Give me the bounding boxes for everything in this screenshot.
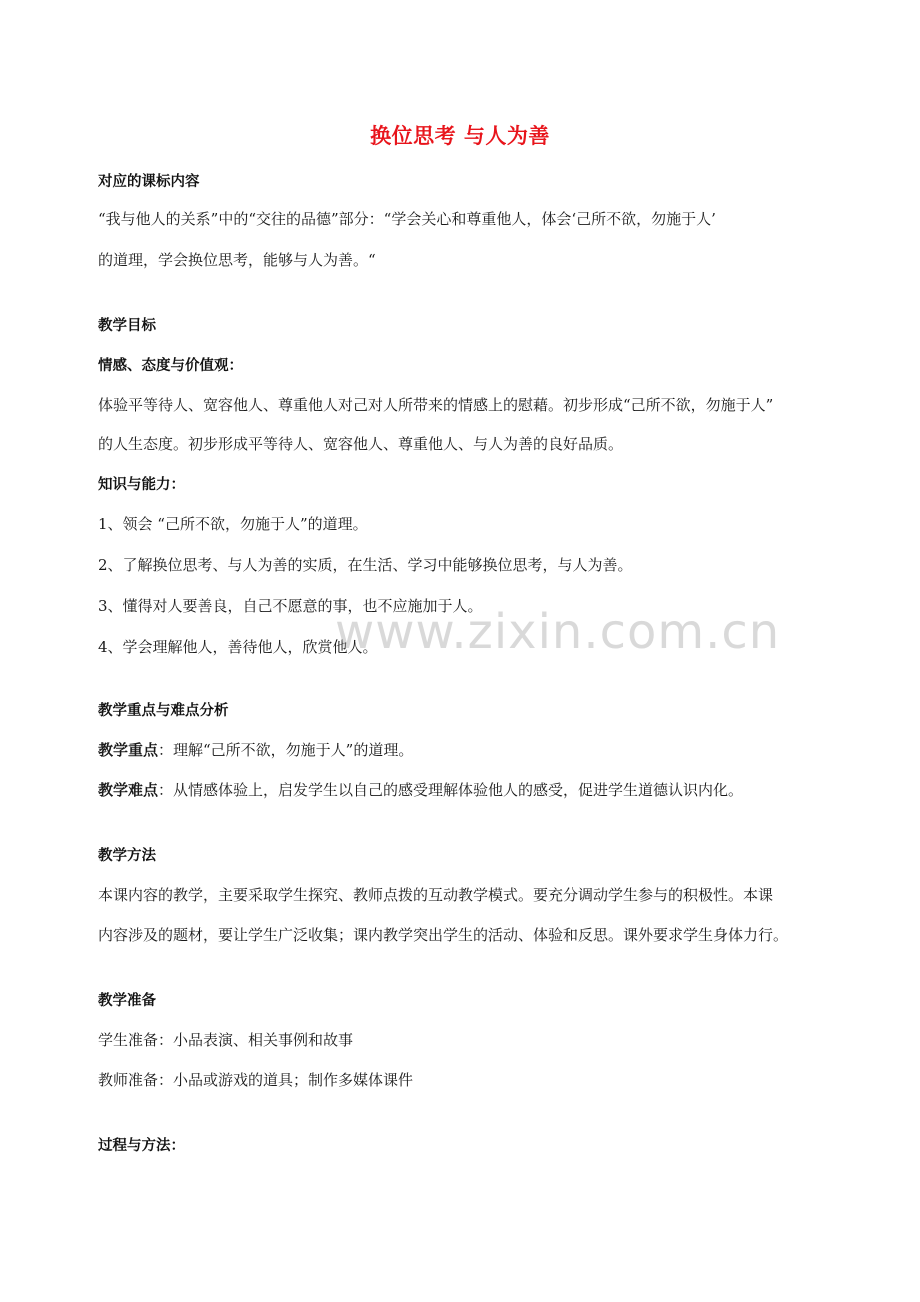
section-heading-methods: 教学方法 — [98, 848, 156, 864]
list-item: 4、学会理解他人，善待他人，欣赏他人。 — [98, 638, 378, 656]
paragraph-line: 的人生态度。初步形成平等待人、宽容他人、尊重他人、与人为善的良好品质。 — [98, 435, 624, 453]
section-heading-preparation: 教学准备 — [98, 993, 156, 1009]
section-heading-curriculum: 对应的课标内容 — [98, 174, 200, 190]
list-item: 3、懂得对人要善良，自己不愿意的事，也不应施加于人。 — [98, 597, 483, 615]
watermark-text: www.zixin.com.cn — [335, 604, 781, 660]
focus-text: ：理解“己所不欲，勿施于人”的道理。 — [158, 741, 414, 759]
section-heading-objectives: 教学目标 — [98, 318, 156, 334]
document-title: 换位思考 与人为善 — [370, 124, 550, 148]
difficulty-line — [98, 780, 743, 800]
subheading-knowledge: 知识与能力： — [98, 477, 185, 493]
paragraph-line: 的道理，学会换位思考，能够与人为善。“ — [98, 251, 376, 269]
paragraph-line: 本课内容的教学，主要采取学生探究、教师点拨的互动教学模式。要充分调动学生参与的积极性。本课 — [98, 886, 774, 904]
paragraph-line: 体验平等待人、宽容他人、尊重他人对己对人所带来的情感上的慰藉。初步形成“己所不欲，勿施于人” — [98, 396, 774, 414]
paragraph-line: 内容涉及的题材，要让学生广泛收集；课内教学突出学生的活动、体验和反思。课外要求学生身体力行。 — [98, 926, 789, 944]
section-heading-key-points: 教学重点与难点分析 — [98, 703, 229, 719]
focus-line — [98, 740, 413, 760]
list-item: 1、领会 “己所不欲，勿施于人”的道理。 — [98, 515, 368, 533]
difficulty-label: 教学难点 — [98, 781, 159, 799]
difficulty-text: ：从情感体验上，启发学生以自己的感受理解体验他人的感受，促进学生道德认识内化。 — [158, 781, 744, 799]
focus-label: 教学重点 — [98, 741, 159, 759]
list-item: 2、了解换位思考、与人为善的实质，在生活、学习中能够换位思考，与人为善。 — [98, 556, 633, 574]
paragraph-line: “我与他人的关系”中的“交往的品德”部分：“学会关心和尊重他人，体会‘己所不欲，勿施于人’ — [98, 210, 716, 228]
teacher-preparation: 教师准备：小品或游戏的道具；制作多媒体课件 — [98, 1071, 414, 1089]
section-heading-process: 过程与方法： — [98, 1138, 185, 1154]
subheading-emotion: 情感、态度与价值观： — [98, 358, 243, 374]
student-preparation: 学生准备：小品表演、相关事例和故事 — [98, 1031, 354, 1049]
